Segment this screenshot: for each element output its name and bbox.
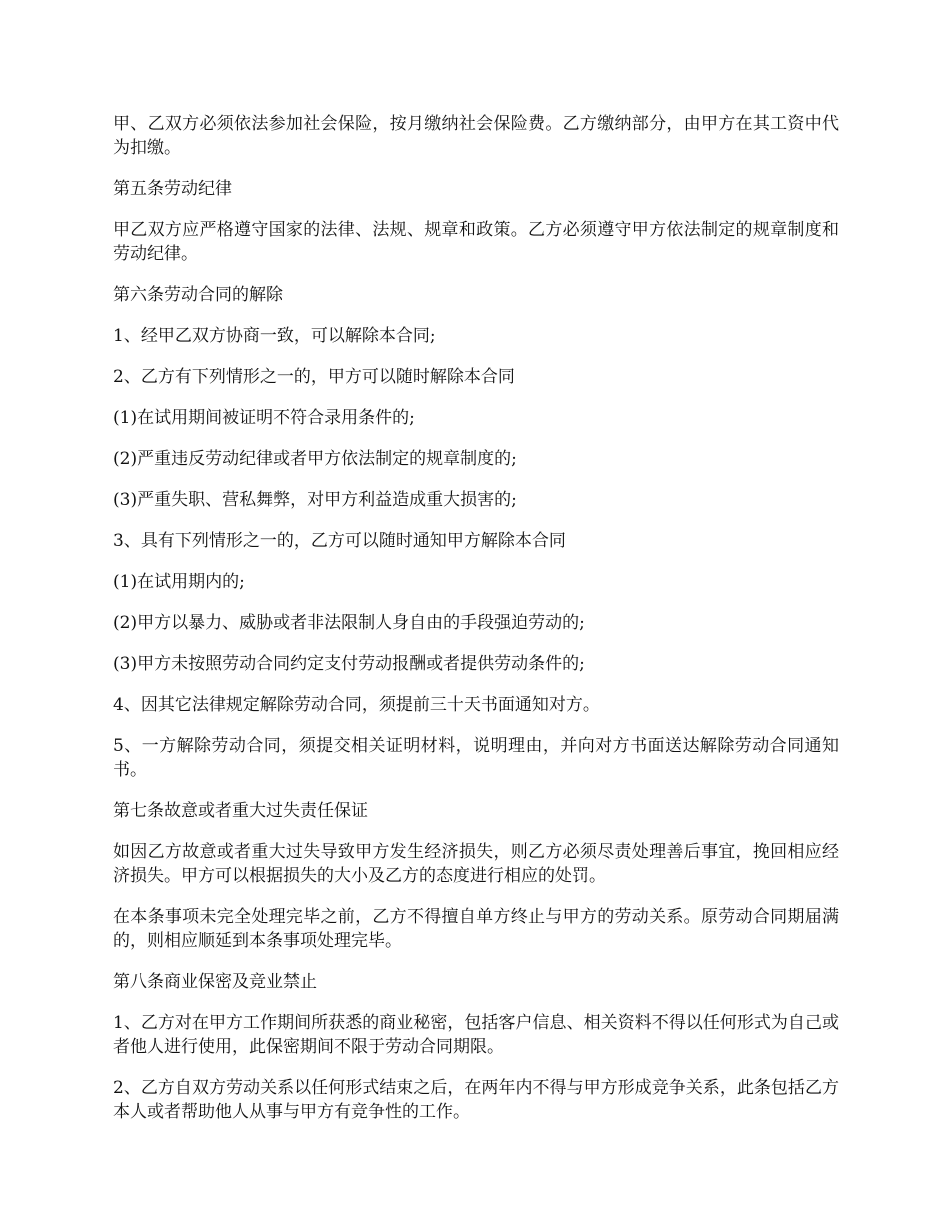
clause-6-4: 4、因其它法律规定解除劳动合同，须提前三十天书面通知对方。: [113, 695, 600, 715]
clause-6-5: 5、一方解除劳动合同，须提交相关证明材料，说明理由，并向对方书面送达解除劳动合同通知书。: [113, 736, 839, 780]
heading-article-6: 第六条劳动合同的解除: [113, 285, 283, 305]
heading-article-5: 第五条劳动纪律: [113, 179, 232, 199]
heading-article-7: 第七条故意或者重大过失责任保证: [113, 801, 368, 821]
clause-6-2: 2、乙方有下列情形之一的，甲方可以随时解除本合同: [113, 367, 515, 387]
paragraph-labor-discipline: 甲乙双方应严格遵守国家的法律、法规、规章和政策。乙方必须遵守甲方依法制定的规章制度和劳动纪律。: [113, 220, 839, 264]
heading-article-8: 第八条商业保密及竞业禁止: [113, 972, 317, 992]
document-body: [113, 112, 839, 1141]
clause-6-2-item-2: (2)严重违反劳动纪律或者甲方依法制定的规章制度的;: [113, 449, 517, 469]
clause-6-3: 3、具有下列情形之一的，乙方可以随时通知甲方解除本合同: [113, 531, 566, 551]
paragraph-social-insurance: 甲、乙双方必须依法参加社会保险，按月缴纳社会保险费。乙方缴纳部分，由甲方在其工资中代为扣缴。: [113, 114, 839, 158]
paragraph-liability-2: 在本条事项未完全处理完毕之前，乙方不得擅自单方终止与甲方的劳动关系。原劳动合同期届满的，则相应顺延到本条事项处理完毕。: [113, 907, 839, 951]
clause-8-2: 2、乙方自双方劳动关系以任何形式结束之后，在两年内不得与甲方形成竞争关系，此条包括乙方本人或者帮助他人从事与甲方有竞争性的工作。: [113, 1078, 839, 1122]
clause-6-3-item-2: (2)甲方以暴力、威胁或者非法限制人身自由的手段强迫劳动的;: [113, 613, 585, 633]
clause-6-2-item-1: (1)在试用期间被证明不符合录用条件的;: [113, 408, 415, 428]
paragraph-liability-1: 如因乙方故意或者重大过失导致甲方发生经济损失，则乙方必须尽责处理善后事宜，挽回相应经济损失。甲方可以根据损失的大小及乙方的态度进行相应的处罚。: [113, 842, 839, 886]
clause-6-3-item-3: (3)甲方未按照劳动合同约定支付劳动报酬或者提供劳动条件的;: [113, 654, 585, 674]
clause-8-1: 1、乙方对在甲方工作期间所获悉的商业秘密，包括客户信息、相关资料不得以任何形式为自己或者他人进行使用，此保密期间不限于劳动合同期限。: [113, 1013, 839, 1057]
clause-6-1: 1、经甲乙双方协商一致，可以解除本合同;: [113, 326, 436, 346]
clause-6-3-item-1: (1)在试用期内的;: [113, 572, 245, 592]
clause-6-2-item-3: (3)严重失职、营私舞弊，对甲方利益造成重大损害的;: [113, 490, 517, 510]
